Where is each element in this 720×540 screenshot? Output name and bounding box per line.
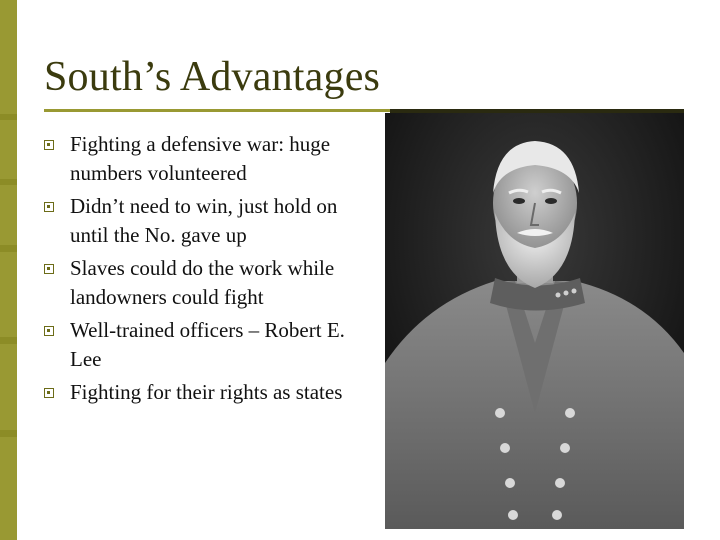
portrait-illustration (385, 113, 684, 529)
bullet-item (44, 192, 364, 250)
hollow-square-icon (44, 140, 54, 150)
slide-title: South’s Advantages (44, 54, 381, 100)
bullet-item (44, 378, 364, 407)
hollow-square-icon (44, 326, 54, 336)
bullet-item (44, 130, 364, 188)
portrait-photo (385, 113, 684, 529)
bullet-text: Slaves could do the work while landowners could fight (70, 256, 335, 309)
bullet-text: Well-trained officers – Robert E. Lee (70, 318, 345, 371)
bullet-list (44, 130, 364, 411)
bullet-item (44, 254, 364, 312)
hollow-square-icon (44, 202, 54, 212)
bullet-text: Didn’t need to win, just hold on until the No. gave up (70, 194, 338, 247)
hollow-square-icon (44, 264, 54, 274)
bullet-text: Fighting for their rights as states (70, 380, 343, 404)
bullet-item (44, 316, 364, 374)
left-accent-segments (0, 0, 17, 540)
hollow-square-icon (44, 388, 54, 398)
bullet-text: Fighting a defensive war: huge numbers volunteered (70, 132, 331, 185)
